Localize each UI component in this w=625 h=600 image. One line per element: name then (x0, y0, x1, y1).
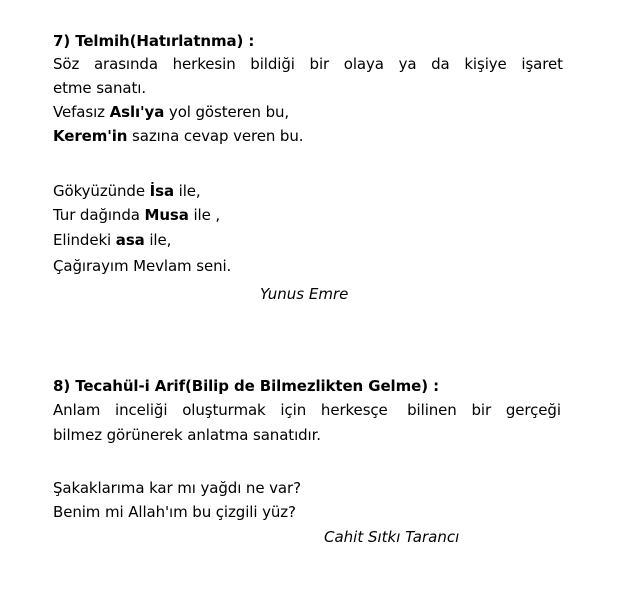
word: için (280, 401, 307, 419)
section7-definition-line1 (53, 54, 563, 74)
section7-poem-line1 (53, 181, 201, 201)
section7-poem-line2 (53, 205, 220, 225)
section8-poem-line2: Benim mi Allah'ım bu çizgili yüz? (53, 503, 296, 521)
example-bold: Kerem'in (53, 127, 128, 145)
poem-text: ile , (188, 206, 221, 224)
section7-definition-line2: etme sanatı. (53, 79, 147, 97)
word: inceliği (115, 401, 168, 419)
example-text: yol gösteren bu, (164, 103, 290, 121)
section8-author: Cahit Sıtkı Tarancı (324, 528, 460, 546)
section8-poem-line1: Şakaklarıma kar mı yağdı ne var? (53, 479, 301, 497)
section7-poem-line4: Çağırayım Mevlam seni. (53, 257, 232, 275)
word: bir (309, 55, 330, 73)
poem-text: ile, (144, 231, 172, 249)
word: kişiye (464, 55, 507, 73)
word: gerçeği (505, 401, 561, 419)
poem-text: Gökyüzünde (53, 182, 150, 200)
section7-author: Yunus Emre (260, 285, 349, 303)
word: ya (398, 55, 417, 73)
poem-bold: İsa (149, 182, 174, 200)
poem-bold: asa (115, 231, 145, 249)
word: herkesçe (320, 401, 393, 419)
section7-example-line2 (53, 126, 303, 146)
word: arasında (93, 55, 158, 73)
section7-example-line1 (53, 102, 289, 122)
word: olaya (343, 55, 384, 73)
word: da (431, 55, 450, 73)
word: Söz (53, 55, 80, 73)
section7-heading: 7) Telmih(Hatırlatnma) : (53, 32, 255, 50)
example-text: Vefasız (53, 103, 110, 121)
word: herkesin (172, 55, 236, 73)
word: bilinen (407, 401, 457, 419)
word: Anlam (53, 401, 101, 419)
poem-text: Tur dağında (53, 206, 145, 224)
section8-heading: 8) Tecahül-i Arif(Bilip de Bilmezlikten Gelme) : (53, 377, 439, 395)
section8-definition-line1 (53, 400, 561, 420)
word: işaret (521, 55, 563, 73)
poem-text: Elindeki (53, 231, 116, 249)
section7-poem-line3 (53, 230, 171, 250)
word: oluşturmak (182, 401, 266, 419)
poem-text: ile, (174, 182, 201, 200)
example-text: sazına cevap veren bu. (127, 127, 304, 145)
word: bir (471, 401, 492, 419)
poem-bold: Musa (144, 206, 189, 224)
example-bold: Aslı'ya (109, 103, 165, 121)
word: bildiği (250, 55, 295, 73)
section8-definition-line2: bilmez görünerek anlatma sanatıdır. (53, 426, 321, 444)
